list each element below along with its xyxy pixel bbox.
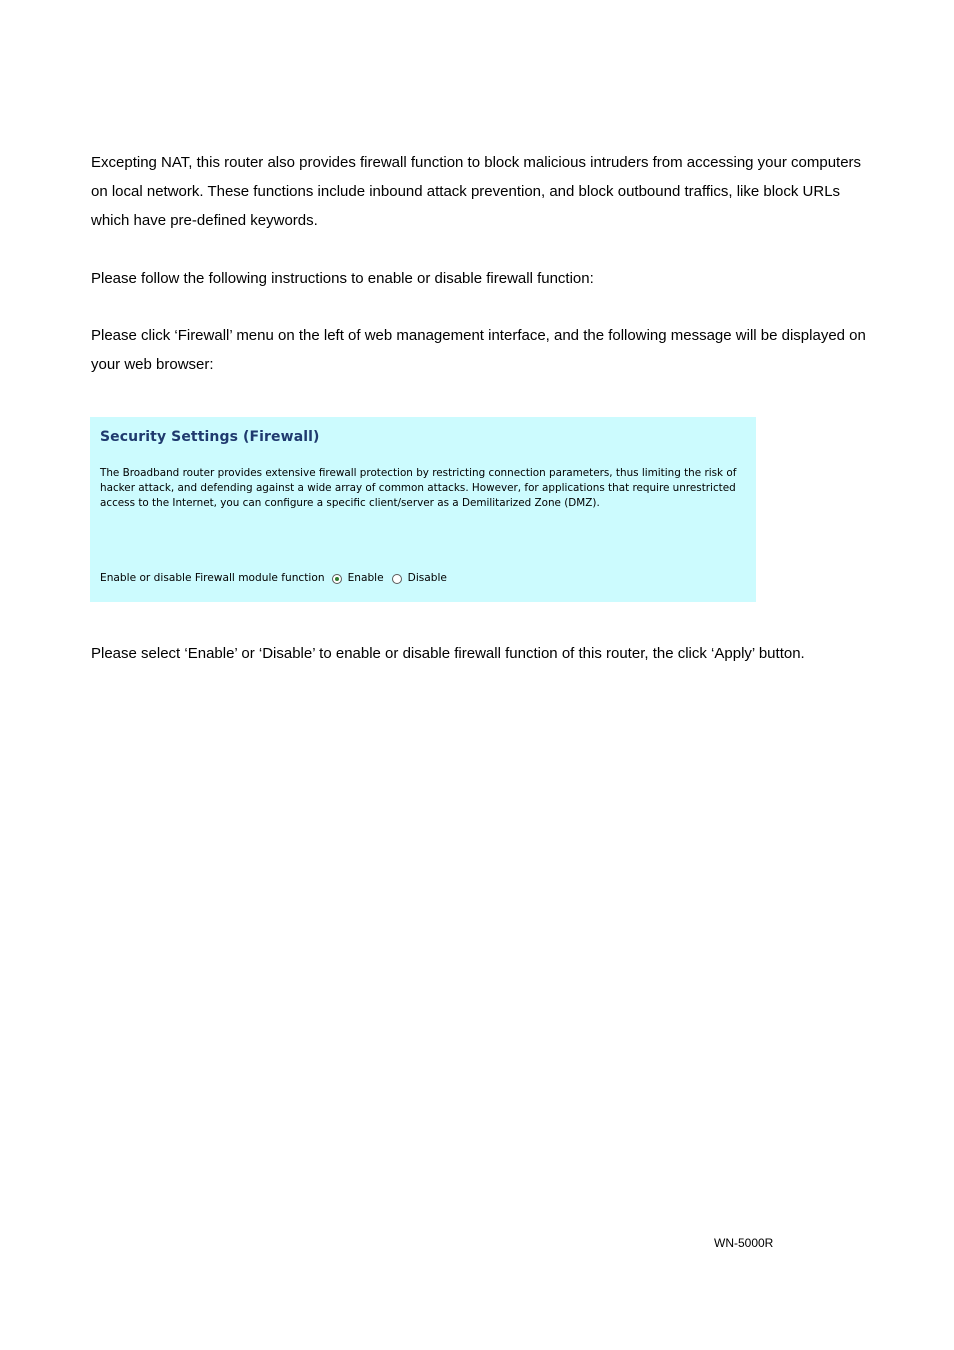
firewall-toggle-row [100,571,455,586]
firewall-menu-paragraph: Please click ‘Firewall’ menu on the left of web management interface, and the following message will be displayed on your web browser: [91,327,866,373]
enable-radio[interactable] [332,574,342,584]
instructions-paragraph: Please follow the following instructions to enable or disable firewall function: [91,270,594,287]
select-option-paragraph: Please select ‘Enable’ or ‘Disable’ to enable or disable firewall function of this router, the click ‘Apply’ button. [91,645,805,662]
disable-radio-label[interactable]: Disable [407,572,447,584]
firewall-description: The Broadband router provides extensive firewall protection by restricting connection parameters, thus limiting the risk of hacker attack, and defending against a wide array of common attacks. However, for applications that require unrestricted access to the Internet, you can configure a specific client/server as a Demilitarized Zone (DMZ). [100,467,737,509]
firewall-settings-screenshot [90,417,756,602]
security-settings-title: Security Settings (Firewall) [100,429,320,445]
footer-model-number: WN-5000R [714,1236,774,1250]
disable-radio[interactable] [392,574,402,584]
firewall-toggle-label: Enable or disable Firewall module function [100,572,325,584]
intro-paragraph: Excepting NAT, this router also provides firewall function to block malicious intruders from accessing your computers on local network. These functions include inbound attack prevention, and block outbound traffics, like block URLs which have pre-defined keywords. [91,154,862,229]
enable-radio-label[interactable]: Enable [347,572,384,584]
